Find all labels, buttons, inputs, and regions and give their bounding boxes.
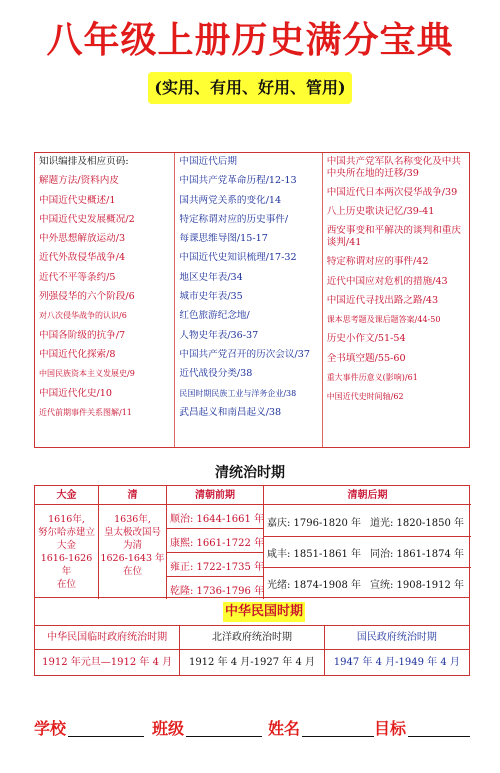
header-late-qing: 清朝后期 [264,486,471,505]
contents-item: 西安事变和平解决的谈判和重庆谈判/41 [326,225,461,249]
footer-fields [34,716,470,740]
contents-item: 中国近代史知识梳理/17-32 [179,252,297,264]
qing-section-title: 清统治时期 [215,465,285,481]
contents-item: 解题方法/资料内皮 [39,175,119,187]
contents-item: 中国近代日本两次侵华战争/39 [326,187,458,198]
minguo-head-beiyang: 北洋政府统治时期 [180,626,323,650]
minguo-col-beiyang [180,626,324,675]
contents-item: 全书填空题/55-60 [326,352,406,364]
qing_text-line: 1636年, [114,514,151,525]
contents-item: 城市史年表/35 [179,291,243,303]
name-blank[interactable] [302,736,374,737]
contents-item: 课本思考题及课后题答案/44-50 [326,315,441,325]
contents-item: 中国共产党革命历程/12-13 [179,175,297,187]
contents-item: 重大事件历意义(影响)/61 [326,373,418,383]
goal-blank[interactable] [408,736,470,737]
contents-item: 中国民族资本主义发展史/9 [39,369,135,379]
contents-table [34,152,470,448]
dajin_text-line: 1616-1626 年 [40,553,93,577]
header-early-qing: 清朝前期 [167,486,264,505]
minguo-head-provisional: 中华民国临时政府统治时期 [35,626,179,650]
qing-table [34,485,470,598]
contents-item: 中国近代寻找出路之路/43 [326,294,439,306]
reign-qianlong: 乾隆: 1736-1796 年 [170,586,265,597]
goal-label: 目标 [374,719,407,738]
contents-item: 中国近代后期 [179,156,237,167]
contents-item: 近代前期事件关系图解/11 [39,407,132,417]
minguo-table [34,626,470,676]
reign-xianfeng: 咸丰: 1851-1861 年 [267,549,362,560]
contents-item: 中国近代史时间轴/62 [326,392,404,402]
name-label: 姓名 [268,719,301,738]
page-subtitle: (实用、有用、好用、管用) [148,72,352,104]
minguo-title-row [34,598,470,626]
reign-daoguang: 道光: 1820-1850 年 [370,518,465,529]
reign-jiaqing: 嘉庆: 1796-1820 年 [267,518,362,529]
qing_text-line: 在位 [122,566,142,577]
header-qing: 清 [99,486,167,505]
qing_text-line: 皇太极改国号 [103,527,161,538]
minguo-col-provisional [35,626,180,675]
dajin_text-line: 大金 [56,540,76,551]
contents-item: 中国近代化探索/8 [39,348,116,360]
contents-item: 地区史年表/34 [179,271,243,283]
contents-item: 中国共产党军队名称变化及中共中央所在地的迁移/39 [326,156,461,179]
contents-column-3 [323,153,469,447]
contents-item: 民国时期民族工业与洋务企业/38 [179,388,297,398]
minguo-section-title: 中华民国时期 [223,602,305,622]
minguo-value-nationalist: 1947 年 4 月-1949 年 4 月 [333,657,460,668]
dajin_text-line: 努尔哈赤建立 [37,527,95,538]
contents-column-1 [35,153,175,447]
header-dajin: 大金 [35,486,99,505]
reign-shunzhi: 顺治: 1644-1661 年 [170,514,265,525]
contents-item: 历史小作文/51-54 [326,333,406,345]
minguo-head-nationalist: 国民政府统治时期 [325,626,469,650]
contents-item: 特定称谓对应的历史事件/ [179,213,289,225]
dajin_text-line: 在位 [56,579,76,590]
contents-item: 知识编排及相应页码: [39,156,129,167]
contents-item: 列强侵华的六个阶段/6 [39,291,135,303]
school-label: 学校 [34,719,67,738]
contents-item: 中国近代化史/10 [39,387,113,399]
contents-item: 对八次侵华战争的认识/6 [39,311,127,321]
dajin-cell [35,505,99,599]
contents-item: 近代战役分类/38 [179,368,253,380]
contents-item: 近代外敌侵华战争/4 [39,252,126,264]
contents-item: 八上历史歌诀记忆/39-41 [326,206,435,217]
dajin_text-line: 1616年, [48,514,85,525]
minguo-value-provisional: 1912 年元旦—1912 年 4 月 [42,657,173,668]
page-title: 八年级上册历史满分宝典 [46,20,454,61]
contents-item: 中国共产党召开的历次会议/37 [179,348,310,360]
class-blank[interactable] [186,736,262,737]
contents-item: 近代中国应对危机的措施/43 [326,275,448,287]
school-blank[interactable] [68,736,144,737]
minguo-value-beiyang: 1912 年 4 月-1927 年 4 月 [188,657,316,668]
contents-item: 中外思想解放运动/3 [39,233,126,245]
qing_text-line: 为清 [122,540,142,551]
reign-xuantong: 宣统: 1908-1912 年 [370,580,465,591]
minguo-col-nationalist [325,626,469,675]
reign-kangxi: 康熙: 1661-1722 年 [170,538,265,549]
contents-item: 国共两党关系的变化/14 [179,194,282,206]
contents-item: 中国各阶级的抗争/7 [39,329,126,341]
contents-item: 人物史年表/36-37 [179,329,259,341]
contents-column-2 [175,153,322,447]
class-label: 班级 [152,719,185,738]
reign-yongzheng: 雍正: 1722-1735 年 [170,562,265,573]
contents-item: 中国近代史概述/1 [39,194,116,206]
late-qing-cell [264,505,471,599]
contents-item: 特定称谓对应的事件/42 [326,256,429,268]
contents-item: 近代不平等条约/5 [39,271,116,283]
contents-item: 武昌起义和南昌起义/38 [179,406,282,418]
contents-item: 红色旅游纪念地/ [179,310,250,322]
early-qing-cell [167,505,264,599]
reign-tongzhi: 同治: 1861-1874 年 [370,549,465,560]
qing_text-line: 1626-1643 年 [100,553,165,564]
reign-guangxu: 光绪: 1874-1908 年 [267,580,362,591]
qing-cell [99,505,167,599]
contents-item: 每课思维导图/15-17 [179,233,268,245]
contents-item: 中国近代史发展概况/2 [39,213,135,225]
